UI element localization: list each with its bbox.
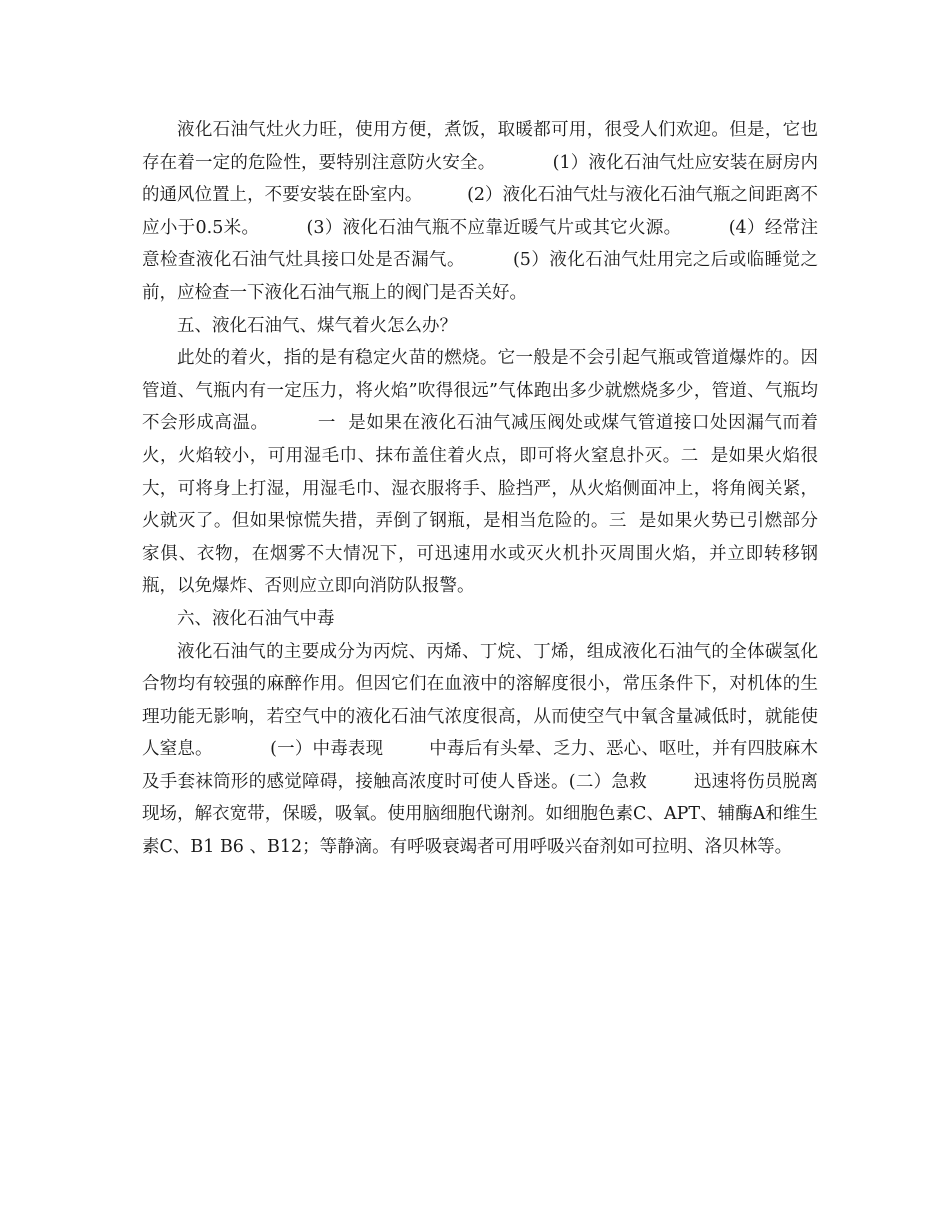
paragraph-lpg-stove-safety: 液化石油气灶火力旺，使用方便，煮饭，取暖都可用，很受人们欢迎。但是，它也存在着一定的危险性，要特别注意防火安全。 (1）液化石油气灶应安装在厨房内的通风位置上，不要安装在卧室内。 (2）液化石油气灶与液化石油气瓶之间距离不应小于0.5米。 (3）液化石油气瓶不应靠近暖气片或其它火源。 (4）经常注意检查液化石油气灶具接口处是否漏气。 (5）液化石油气灶用完之后或临睡觉之前，应检查一下液化石油气瓶上的阀门是否关好。 <box>142 120 818 303</box>
heading-section-five: 五、液化石油气、煤气着火怎么办？ <box>177 315 457 336</box>
paragraph-fire-response: 此处的着火，指的是有稳定火苗的燃烧。它一般是不会引起气瓶或管道爆炸的。因管道、气瓶内有一定压力，将火焰”吹得很远”气体跑出多少就燃烧多少，管道、气瓶均不会形成高温。 一 是如果在液化石油气减压阀处或煤气管道接口处因漏气而着火，火焰较小，可用湿毛巾、抹布盖住着火点，即可将火窒息扑灭。二 是如果火焰很大，可将身上打湿，用湿毛巾、湿衣服将手、脸挡严，从火焰侧面冲上，将角阀关紧，火就灭了。但如果惊慌失措，弄倒了钢瓶，是相当危险的。三 是如果火势已引燃部分家俱、衣物，在烟雾不大情况下，可迅速用水或灭火机扑灭周围火焰，并立即转移钢瓶，以免爆炸、否则应立即向消防队报警。 <box>142 348 818 597</box>
document-body <box>142 114 818 864</box>
heading-section-six: 六、液化石油气中毒 <box>177 608 335 629</box>
paragraph-lpg-poisoning: 液化石油气的主要成分为丙烷、丙烯、丁烷、丁烯，组成液化石油气的全体碳氢化合物均有较强的麻醉作用。但因它们在血液中的溶解度很小，常压条件下，对机体的生理功能无影响，若空气中的液化石油气浓度很高，从而使空气中氧含量减低时，就能使人窒息。 (一）中毒表现 中毒后有头晕、乏力、恶心、呕吐，并有四肢麻木及手套袜筒形的感觉障碍，接触高浓度时可使人昏迷。(二）急救 迅速将伤员脱离现场，解衣宽带，保暖，吸氧。使用脑细胞代谢剂。如细胞色素C、APT、辅酶A和维生素C、B1 B6 、B12；等静滴。有呼吸衰竭者可用呼吸兴奋剂如可拉明、洛贝林等。 <box>142 641 818 858</box>
